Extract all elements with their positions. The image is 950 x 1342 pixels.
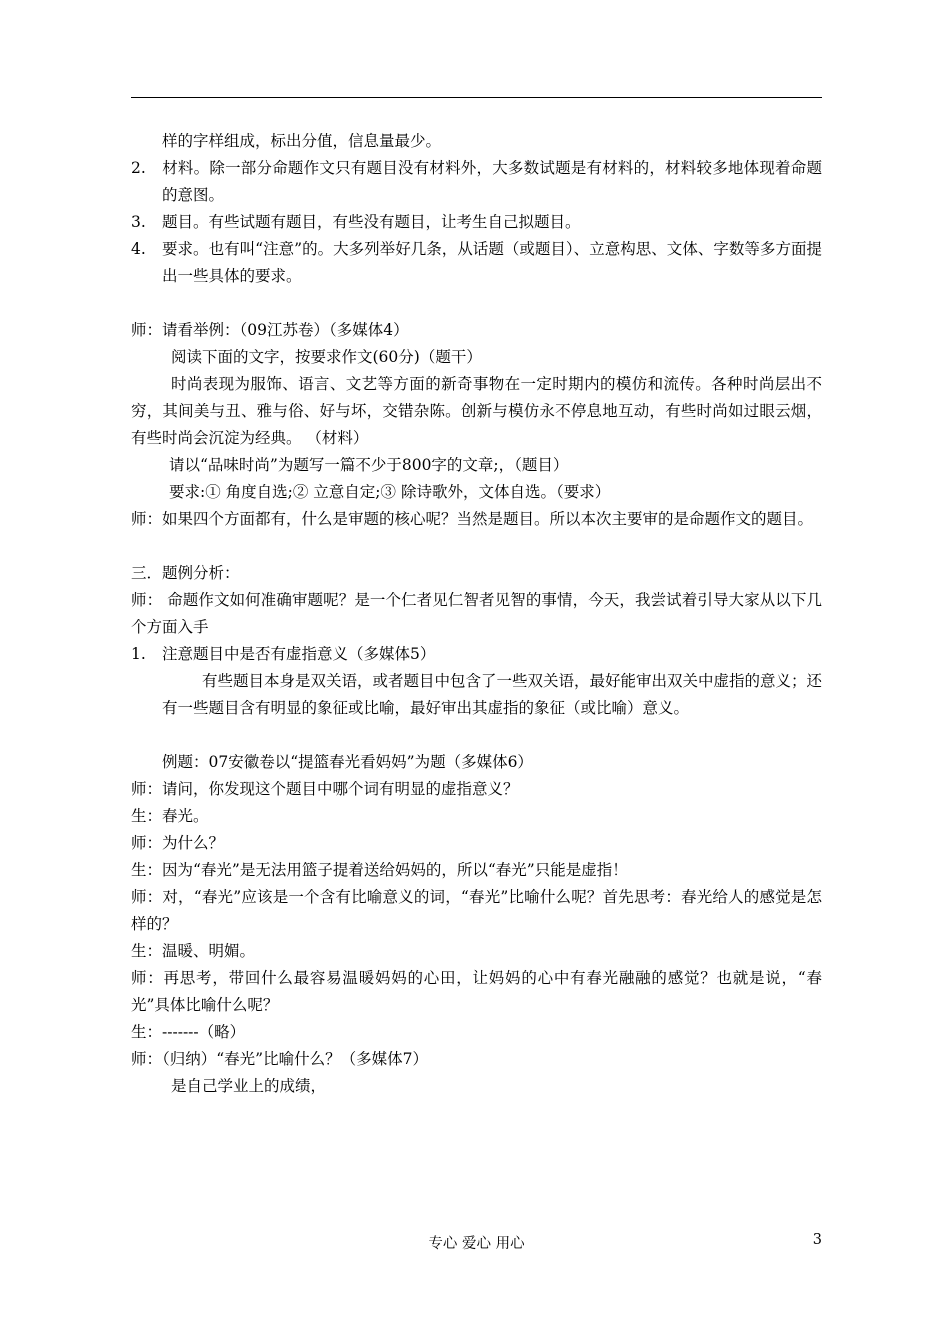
paragraph: 请以“品味时尚”为题写一篇不少于800字的文章;，（题目）: [169, 456, 569, 474]
footer-text: 专心 爱心 用心: [428, 1236, 525, 1252]
list-item: 4. 要求。也有叫“注意”的。大多列举好几条，从话题（或题目）、立意构思、文体、字数等多方面提出一些具体的要求。: [131, 240, 822, 285]
paragraph: 师：对，“春光”应该是一个含有比喻意义的词，“春光”比喻什么呢？首先思考：春光给人的感觉是怎样的？: [131, 888, 822, 933]
page-footer: [131, 1232, 822, 1256]
list-item: 3. 题目。有些试题有题目，有些没有题目，让考生自己拟题目。: [131, 213, 581, 231]
paragraph: 时尚表现为服饰、语言、文艺等方面的新奇事物在一定时期内的模仿和流传。各种时尚层出不穷，其间美与丑、雅与俗、好与坏，交错杂陈。创新与模仿永不停息地互动，有些时尚如过眼云烟，有些时尚会沉淀为经典。 （材料）: [131, 375, 822, 447]
page-number: 3: [812, 1232, 822, 1248]
list-item: 2. 材料。除一部分命题作文只有题目没有材料外，大多数试题是有材料的，材料较多地体现着命题的意图。: [131, 159, 822, 204]
paragraph: 是自己学业上的成绩，: [171, 1077, 327, 1095]
document-body: [131, 128, 822, 1100]
paragraph: 样的字样组成，标出分值，信息量最少。: [162, 132, 442, 150]
paragraph: 生：-------（略）: [131, 1023, 246, 1041]
section-heading: 三．题例分析：: [131, 564, 240, 582]
paragraph: 有些题目本身是双关语，或者题目中包含了一些双关语，最好能审出双关中虚指的意义；还有一些题目含有明显的象征或比喻，最好审出其虚指的象征（或比喻）意义。: [162, 672, 823, 717]
header-rule: [131, 97, 822, 98]
paragraph: 师：再思考，带回什么最容易温暖妈妈的心田，让妈妈的心中有春光融融的感觉？也就是说，“春光”具体比喻什么呢？: [131, 969, 822, 1014]
paragraph: 例题：07安徽卷以“提篮春光看妈妈”为题（多媒体6）: [162, 753, 533, 771]
paragraph: 师：为什么？: [131, 834, 225, 852]
paragraph: 生：温暖、明媚。: [131, 942, 256, 960]
paragraph: 生：因为“春光”是无法用篮子提着送给妈妈的，所以“春光”只能是虚指！: [131, 861, 628, 879]
paragraph: 师：如果四个方面都有，什么是审题的核心呢？当然是题目。所以本次主要审的是命题作文的题目。: [131, 510, 814, 528]
paragraph: 要求:① 角度自选;② 立意自定;③ 除诗歌外，文体自选。（要求）: [169, 483, 611, 501]
paragraph: 师： 命题作文如何准确审题呢？是一个仁者见仁智者见智的事情，今天，我尝试着引导大家从以下几个方面入手: [131, 591, 822, 636]
paragraph: 师：请问，你发现这个题目中哪个词有明显的虚指意义？: [131, 780, 519, 798]
paragraph: 阅读下面的文字，按要求作文(60分)（题干）: [171, 348, 482, 366]
paragraph: 师：（归纳）“春光”比喻什么？（多媒体7）: [131, 1050, 428, 1068]
paragraph: 生：春光。: [131, 807, 209, 825]
paragraph: 师：请看举例：（09江苏卷）（多媒体4）: [131, 321, 409, 339]
list-item: 1. 注意题目中是否有虚指意义（多媒体5）: [131, 645, 436, 663]
